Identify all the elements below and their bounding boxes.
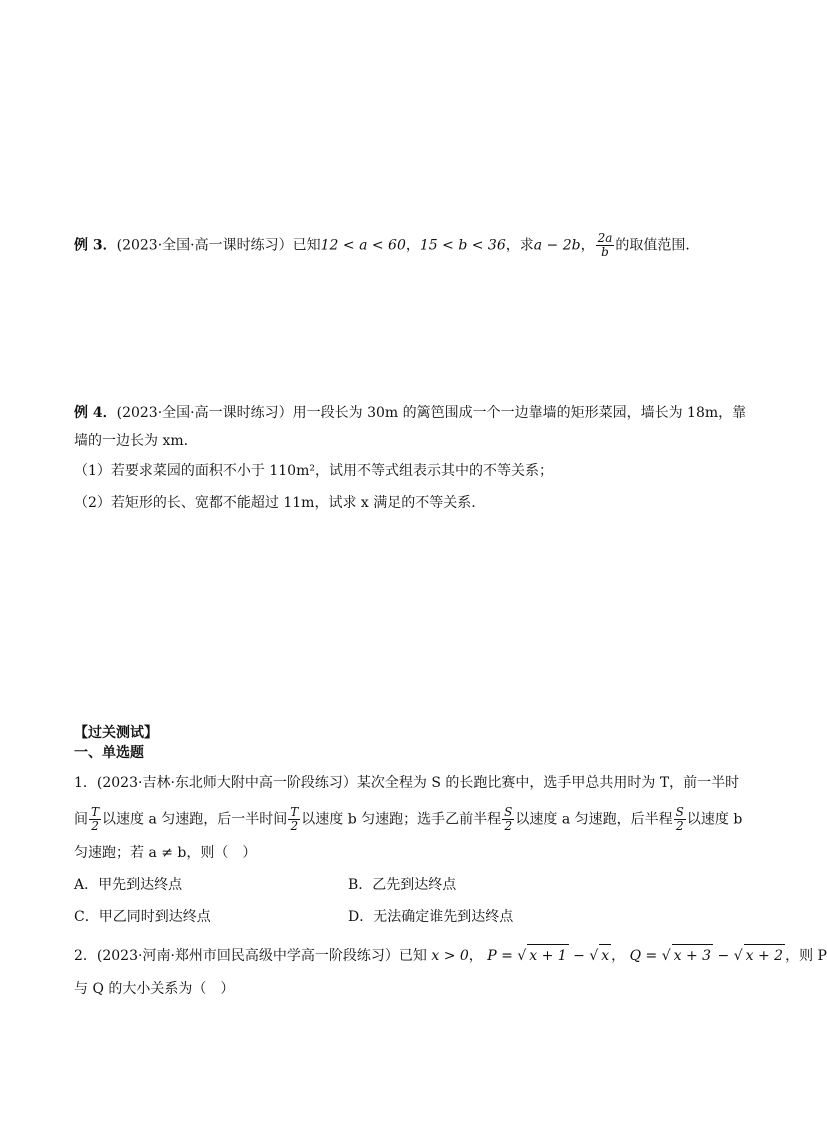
fraction-numerator: 2a [597,231,613,245]
fraction-denominator: 2 [290,819,299,833]
sqrt-icon: √ [661,948,671,964]
question-1-option-d[interactable]: D．无法确定谁先到达终点 [348,909,514,925]
p-radicand-2: x [599,944,611,967]
question-1-text-d: 以速度 a 匀速跑，后半程 [515,811,673,828]
question-2-comma-2: ， [611,948,626,964]
question-1-text-a: 间 [74,811,88,828]
example-3-inequality-a: 12 < a < 60 [320,237,406,254]
q-radicand-2: x + 2 [744,944,785,967]
p-minus: − [573,948,585,964]
example-4-question-2: （2）若矩形的长、宽都不能超过 11m，试求 x 满足的不等关系. [74,495,476,511]
q-minus: − [717,948,730,964]
sqrt-icon: √ [733,948,743,964]
q-radicand-1: x + 3 [672,944,713,967]
p-definition-lhs: P = [487,948,513,964]
sqrt-icon: √ [589,948,599,964]
example-4-text: (2023·全国·高一课时练习）用一段长为 30m 的篱笆围成一个一边靠墙的矩形菜园，墙长为 18m，靠 [116,405,747,421]
fraction-t-over-2 [288,806,300,833]
example-4-line-1 [74,402,746,424]
example-3-fraction [596,232,615,259]
example-3-text-b: ，求 [505,237,534,254]
example-3-expression: a − 2b [533,237,581,254]
question-2-comma: ， [468,948,483,964]
question-1-line-1: 1．(2023·吉林·东北师大附中高一阶段练习）某次全程为 S 的长跑比赛中，选手甲总共用时为 T，前一半时 [74,775,740,791]
example-4-question-1: （1）若要求菜园的面积不小于 110m²，试用不等式组表示其中的不等关系； [74,463,553,479]
example-4-label: 例 4． [74,405,117,421]
question-1-option-a[interactable]: A．甲先到达终点 [74,877,183,893]
fraction-s-over-2 [502,806,514,833]
fraction-numerator: T [290,805,299,819]
fraction-numerator: S [504,805,513,819]
fraction-t-over-2 [89,806,101,833]
example-3-text-c: 的取值范围． [615,237,700,254]
question-2-condition: x > 0 [431,948,469,964]
question-2-line-1 [74,944,827,967]
example-3-inequality-b: 15 < b < 36 [419,237,506,254]
question-1-option-b[interactable]: B．乙先到达终点 [348,877,457,893]
q-definition-lhs: Q = [629,948,658,964]
fraction-s-over-2 [674,806,686,833]
question-2-text-d: ，则 P [785,948,827,964]
question-1-text-c: 以速度 b 匀速跑；选手乙前半程 [301,811,502,828]
question-1-line-3: 匀速跑；若 a ≠ b，则（ ） [74,845,257,861]
section-heading: 【过关测试】 [74,725,158,741]
fraction-denominator: 2 [91,819,99,833]
question-1-text-e: 以速度 b [686,811,743,828]
p-radicand-1: x + 1 [527,944,568,967]
fraction-denominator: 2 [504,819,513,833]
fraction-numerator: S [675,805,684,819]
question-2-text-a: 2．(2023·河南·郑州市回民高级中学高一阶段练习）已知 [74,948,427,964]
example-4-line-2: 墙的一边长为 xm. [74,433,189,449]
question-1-text-b: 以速度 a 匀速跑，后一半时间 [102,811,288,828]
question-2-line-2: 与 Q 的大小关系为（ ） [74,981,235,997]
sqrt-icon: √ [517,948,527,964]
example-3-comma-2: ， [580,237,595,254]
example-3 [74,232,699,259]
fraction-numerator: T [91,805,100,819]
question-1-option-c[interactable]: C．甲乙同时到达终点 [74,909,211,925]
fraction-denominator: b [601,245,609,259]
example-3-text-a: 已知 [292,237,321,254]
example-3-comma: ， [405,237,420,254]
example-3-label: 例 3． [74,237,117,254]
question-1-line-2 [74,806,742,833]
fraction-denominator: 2 [675,819,684,833]
section-subheading: 一、单选题 [74,745,144,761]
example-3-source: (2023·全国·高一课时练习） [116,237,293,254]
